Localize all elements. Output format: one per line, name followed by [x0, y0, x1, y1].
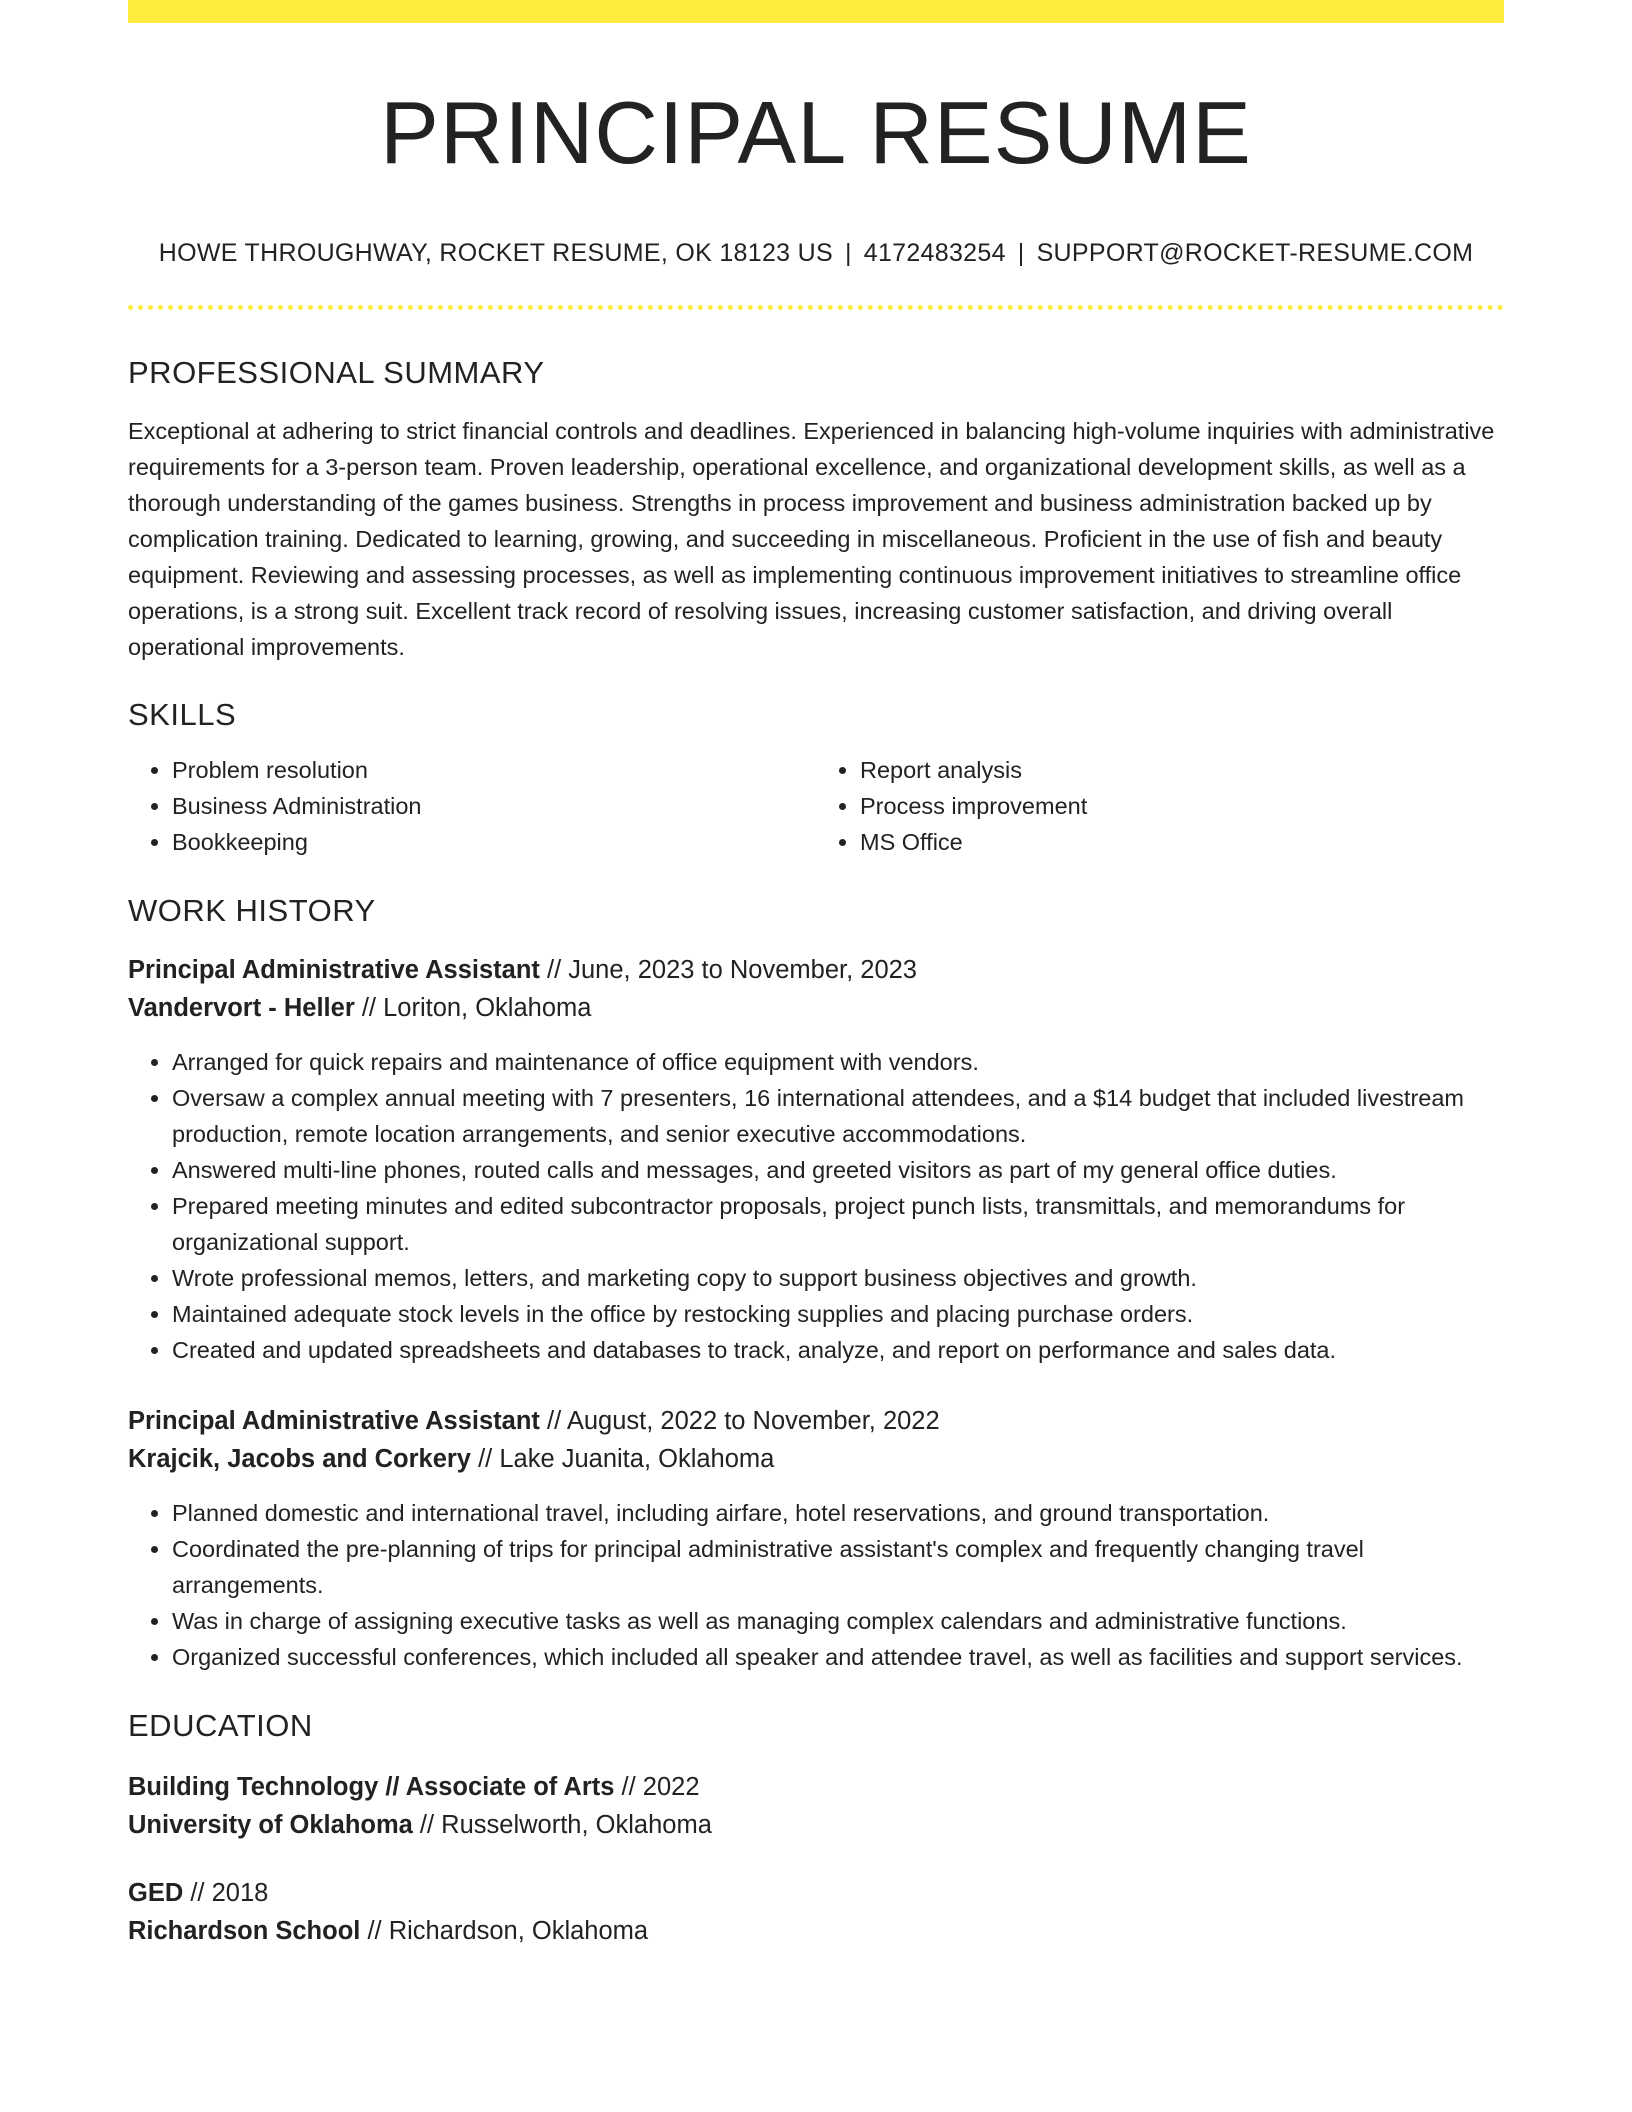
contact-separator: | — [844, 238, 852, 267]
summary-heading: PROFESSIONAL SUMMARY — [128, 354, 545, 390]
skill-item: • Business Administration — [172, 788, 816, 824]
job-company: Vandervort - Heller — [128, 994, 355, 1023]
job-entry — [128, 1402, 1504, 1675]
job-dates: // August, 2022 to November, 2022 — [539, 1407, 940, 1436]
summary-text: Exceptional at adhering to strict financial controls and deadlines. Experienced in balancing high-volume inquiries with administrative requirements for a 3-person team. Proven leadership, operational excellence, and organizational development skills, as well as a thorough understanding of the games business. Strengths in process improvement and business administration backed up by complication training. Dedicated to learning, growing, and succeeding in miscellaneous. Proficient in the use of fish and beauty equipment. Reviewing and assessing processes, as well as implementing continuous improvement initiatives to streamline office operations, is a strong suit. Excellent track record of resolving issues, increasing customer satisfaction, and driving overall operational improvements. — [128, 417, 1495, 660]
education-degree: GED — [128, 1878, 184, 1907]
duty-item: • Was in charge of assigning executive tasks as well as managing complex calendars and administrative functions. — [172, 1603, 1504, 1639]
work-history-heading: WORK HISTORY — [128, 893, 376, 929]
education-school-line — [128, 1912, 1504, 1950]
education-year: // 2022 — [614, 1772, 700, 1801]
dotted-divider — [128, 305, 1504, 310]
skill-item: • Process improvement — [860, 788, 1504, 824]
duty-item: • Arranged for quick repairs and maintenance of office equipment with vendors. — [172, 1044, 1504, 1080]
job-role: Principal Administrative Assistant — [128, 1407, 540, 1436]
job-title-line — [128, 1402, 1504, 1440]
skill-item: • Bookkeeping — [172, 824, 816, 860]
job-duties — [128, 1044, 1504, 1368]
contact-email: SUPPORT@ROCKET-RESUME.COM — [1036, 238, 1474, 267]
duty-item: • Created and updated spreadsheets and databases to track, analyze, and report on performance and sales data. — [172, 1332, 1504, 1368]
job-title-line — [128, 951, 1504, 989]
job-role: Principal Administrative Assistant — [128, 956, 540, 985]
contact-separator: | — [1017, 238, 1025, 267]
education-school: Richardson School — [128, 1916, 361, 1945]
job-dates: // June, 2023 to November, 2023 — [539, 956, 917, 985]
education-year: // 2018 — [183, 1878, 269, 1907]
skill-item: • Problem resolution — [172, 752, 816, 788]
skill-item: • MS Office — [860, 824, 1504, 860]
job-company: Krajcik, Jacobs and Corkery — [128, 1445, 471, 1474]
duty-item: • Organized successful conferences, which included all speaker and attendee travel, as well as facilities and support services. — [172, 1639, 1504, 1675]
resume-page — [128, 0, 1504, 1950]
job-location: // Lake Juanita, Oklahoma — [471, 1445, 775, 1474]
job-location: // Loriton, Oklahoma — [354, 994, 592, 1023]
skills-list — [128, 752, 1504, 860]
contact-address: HOWE THROUGHWAY, ROCKET RESUME, OK 18123 US — [158, 238, 833, 267]
top-accent-bar — [128, 0, 1504, 23]
education-heading: EDUCATION — [128, 1708, 313, 1744]
education-entry — [128, 1768, 1504, 1844]
skills-heading: SKILLS — [128, 696, 237, 732]
education-school-line — [128, 1806, 1504, 1844]
job-duties — [128, 1495, 1504, 1675]
job-entry — [128, 951, 1504, 1368]
contact-line — [128, 238, 1504, 268]
education-degree-line — [128, 1874, 1504, 1912]
contact-phone: 4172483254 — [863, 238, 1006, 267]
education-location: // Richardson, Oklahoma — [360, 1916, 649, 1945]
job-company-line — [128, 989, 1504, 1027]
education-entry — [128, 1874, 1504, 1950]
education-degree: Building Technology // Associate of Arts — [128, 1772, 615, 1801]
education-location: // Russelworth, Oklahoma — [412, 1810, 712, 1839]
duty-item: • Maintained adequate stock levels in the office by restocking supplies and placing purchase orders. — [172, 1296, 1504, 1332]
duty-item: • Wrote professional memos, letters, and marketing copy to support business objectives and growth. — [172, 1260, 1504, 1296]
education-degree-line — [128, 1768, 1504, 1806]
education-school: University of Oklahoma — [128, 1810, 413, 1839]
skills-column-right — [816, 752, 1504, 860]
duty-item: • Coordinated the pre-planning of trips for principal administrative assistant's complex and frequently changing travel arrangements. — [172, 1531, 1504, 1603]
duty-item: • Oversaw a complex annual meeting with 7 presenters, 16 international attendees, and a $14 budget that included livestream production, remote location arrangements, and senior executive accommodations. — [172, 1080, 1504, 1152]
skill-item: • Report analysis — [860, 752, 1504, 788]
skills-column-left — [128, 752, 816, 860]
duty-item: • Planned domestic and international travel, including airfare, hotel reservations, and ground transportation. — [172, 1495, 1504, 1531]
resume-title: PRINCIPAL RESUME — [380, 83, 1252, 182]
duty-item: • Prepared meeting minutes and edited subcontractor proposals, project punch lists, transmittals, and memorandums for organizational support. — [172, 1188, 1504, 1260]
duty-item: • Answered multi-line phones, routed calls and messages, and greeted visitors as part of my general office duties. — [172, 1152, 1504, 1188]
job-company-line — [128, 1440, 1504, 1478]
